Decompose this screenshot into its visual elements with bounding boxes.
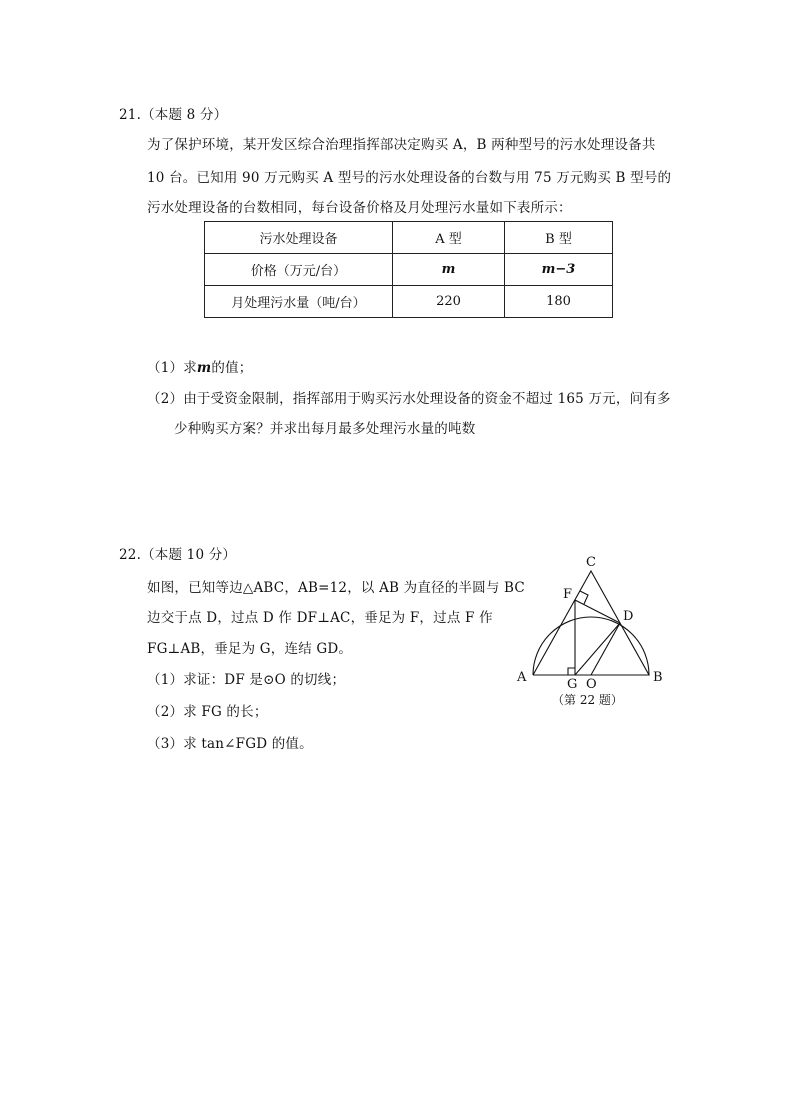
q21-paragraph-line-2: 10 台。已知用 90 万元购买 A 型号的污水处理设备的台数与用 75 万元购买 B 型号的: [147, 170, 672, 186]
right-angle-mark-g: [568, 668, 575, 675]
q21-sub2-line-2: 少种购买方案？并求出每月最多处理污水量的吨数: [174, 421, 476, 437]
q21-sub1-variable: m: [196, 360, 212, 376]
q21-table: [204, 221, 613, 318]
q21-sub2-line-1: （2）由于受资金限制，指挥部用于购买污水处理设备的资金不超过 165 万元，问有多: [147, 391, 671, 407]
q22-geometry-figure: [500, 545, 680, 717]
label-c: C: [586, 555, 596, 570]
q22-title: 22.（本题 10 分）: [119, 547, 237, 563]
q22-sub3: （3）求 tan∠FGD 的值。: [147, 736, 313, 752]
table-row: [205, 286, 613, 318]
figure-caption: （第 22 题）: [552, 693, 623, 707]
table-cell: m: [393, 254, 505, 286]
table-header-row: [205, 222, 613, 254]
label-b: B: [653, 670, 663, 685]
table-cell: 月处理污水量（吨/台）: [205, 286, 393, 318]
table-header-cell: 污水处理设备: [205, 222, 393, 254]
q22-paragraph-line-3: FG⊥AB，垂足为 G，连结 GD。: [147, 641, 353, 657]
table-cell: 220: [393, 286, 505, 318]
q22-paragraph-line-2: 边交于点 D，过点 D 作 DF⊥AC，垂足为 F，过点 F 作: [147, 610, 493, 626]
segment-od: [591, 623, 620, 675]
q22-sub2: （2）求 FG 的长；: [147, 704, 268, 720]
q21-title: 21.（本题 8 分）: [119, 107, 228, 123]
q21-paragraph-line-1: 为了保护环境，某开发区综合治理指挥部决定购买 A，B 两种型号的污水处理设备共: [147, 137, 656, 153]
right-angle-mark-f: [580, 591, 588, 604]
q22-paragraph-line-1: 如图，已知等边△ABC，AB=12，以 AB 为直径的半圆与 BC: [147, 580, 525, 596]
q22-sub1: （1）求证：DF 是⊙O 的切线；: [147, 672, 346, 688]
segment-gd: [575, 623, 620, 675]
semicircle-arc: [533, 617, 649, 675]
table-cell: 180: [505, 286, 613, 318]
q21-sub1-prefix: （1）求: [147, 360, 197, 376]
q21-sub1: [147, 356, 253, 376]
table-row: [205, 254, 613, 286]
label-o: O: [586, 677, 597, 692]
table-cell: 价格（万元/台）: [205, 254, 393, 286]
label-g: G: [567, 677, 578, 692]
label-f: F: [563, 587, 573, 602]
table-header-cell: A 型: [393, 222, 505, 254]
q21-sub1-suffix: 的值；: [211, 360, 253, 376]
label-a: A: [517, 670, 527, 685]
label-d: D: [623, 609, 634, 624]
table-header-cell: B 型: [505, 222, 613, 254]
table-cell: m−3: [505, 254, 613, 286]
q21-paragraph-line-3: 污水处理设备的台数相同，每台设备价格及月处理污水量如下表所示：: [147, 200, 572, 216]
